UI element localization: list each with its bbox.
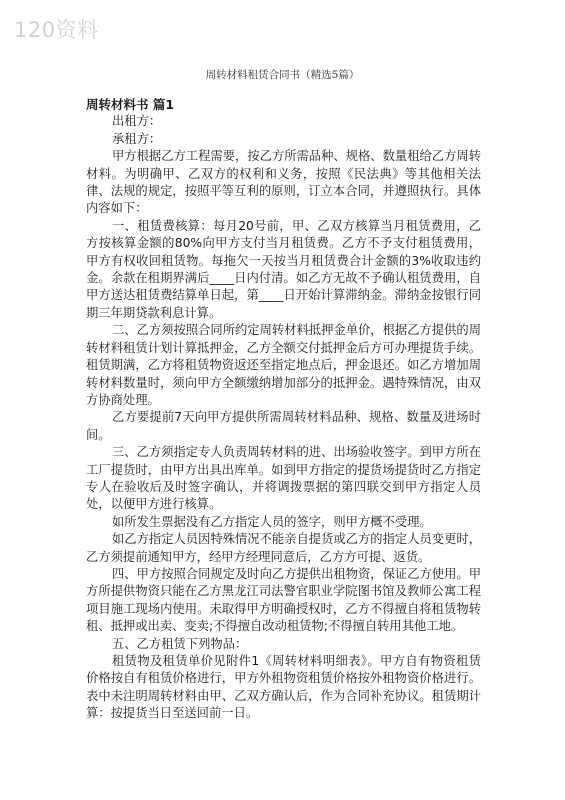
- watermark-logo: 120资料: [14, 18, 99, 42]
- paragraph-clause-5-detail: 租赁物及租赁单价见附件1《周转材料明细表》。甲方自有物资租赁价格按自有租赁价格进行，甲方外租物资租赁价格按外租物资价格进行。表中未注明周转材料由甲、乙双方确认后，作为合同补充协议。租赁期计算：按提货当日至送回前一日。: [86, 654, 481, 721]
- paragraph-clause-2-note: 乙方要提前7天向甲方提供所需周转材料品种、规格、数量及进场时间。: [86, 410, 481, 442]
- paragraph-clause-4: 四、甲方按照合同规定及时向乙方提供出租物资，保证乙方使用。甲方所提供物资只能在乙方黑龙江司法警官职业学院图书馆及教师公寓工程项目施工现场内使用。未取得甲方明确授权时，乙方不得擅自将租赁物转租、抵押或出卖、变卖;不得擅自改动租赁物;不得擅自转用其他工地。: [86, 566, 481, 634]
- document-title: 周转材料租赁合同书（精选5篇）: [205, 69, 360, 81]
- lessor-line: 出租方：: [112, 114, 162, 129]
- document-body: [86, 96, 481, 723]
- paragraph-clause-3-note-a: 如所发生票据没有乙方指定人员的签字，则甲方概不受理。: [112, 514, 432, 529]
- paragraph-intro: 甲方根据乙方工程需要，按乙方所需品种、规格、数量租给乙方周转材料。为明确甲、乙双方的权利和义务，按照《民法典》等其他相关法律、法规的规定，按照平等互利的原则，订立本合同，并遵照执行。具体内容如下：: [86, 149, 481, 216]
- section-heading: 周转材料书 篇1: [86, 97, 175, 112]
- paragraph-clause-1: 一、租赁费核算：每月20号前，甲、乙双方核算当月租赁费用，乙方按核算金额的80%向甲方支付当月租赁费。乙方不予支付租赁费用，甲方有权收回租赁物。每拖欠一天按当月租赁费合计金额的3%收取违约金。余款在租期界满后____日内付清。如乙方无故不予确认租赁费用，自甲方送达租赁费结算单日起，第____日开始计算滞纳金。滞纳金按银行同期三年期贷款利息计算。: [86, 218, 481, 320]
- paragraph-clause-3: 三、乙方须指定专人负责周转材料的进、出场验收签字。到甲方所在工厂提货时，由甲方出具出库单。如到甲方指定的提货场提货时乙方指定专人在验收后及时签字确认，并将调拨票据的第四联交到甲方指定人员处，以便甲方进行核算。: [86, 445, 481, 512]
- paragraph-clause-3-note-b: 如乙方指定人员因特殊情况不能亲自提货或乙方的指定人员变更时，乙方须提前通知甲方，经甲方经理同意后，乙方方可提、返货。: [86, 532, 481, 564]
- lessee-line: 承租方：: [112, 131, 162, 146]
- paragraph-clause-2: 二、乙方须按照合同所约定周转材料抵押金单价，根据乙方提供的周转材料租赁计划计算抵押金，乙方全额交付抵押金后方可办理提货手续。租赁期满，乙方将租赁物资返还至指定地点后，押金退还。如乙方增加周转材料数量时，须向甲方全额缴纳增加部分的抵押金。遇特殊情况，由双方协商处理。: [86, 323, 481, 407]
- paragraph-clause-5: 五、乙方租赁下列物品：: [112, 636, 248, 651]
